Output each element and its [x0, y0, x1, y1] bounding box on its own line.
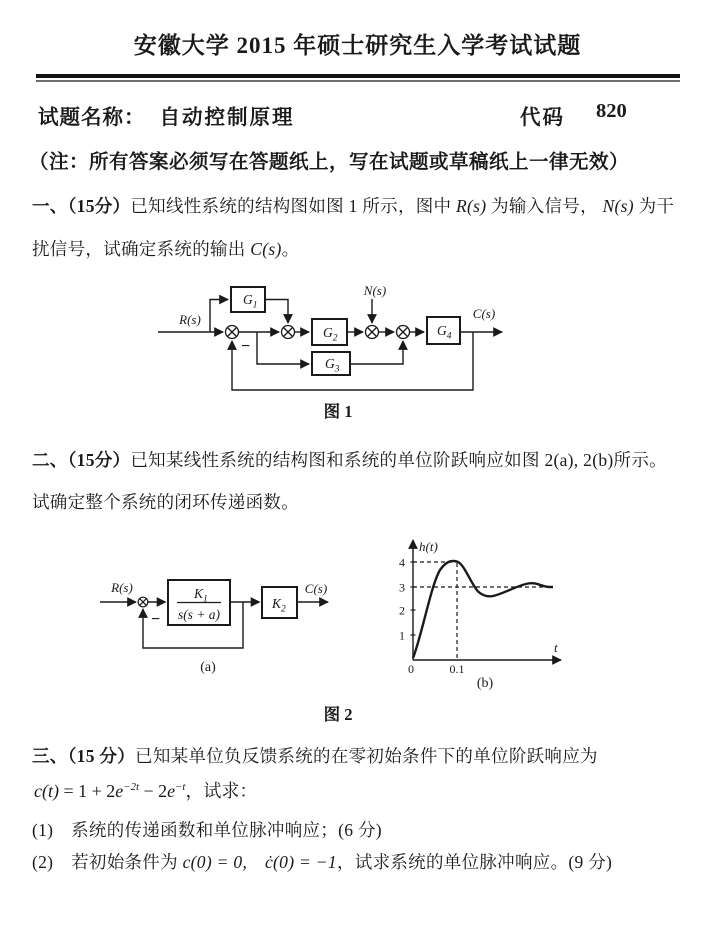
fig1-input-label: R(s) — [179, 312, 201, 327]
figure2a-block-diagram — [80, 530, 400, 690]
figure2b-caption: (b) — [476, 676, 494, 691]
question2-line1 — [32, 447, 692, 472]
fig2a-minus-sign: − — [151, 611, 161, 628]
text-segment: ċ(0) = −1 — [264, 852, 337, 872]
text-segment: (9 分) — [568, 852, 613, 872]
figure1-caption: 图 1 — [323, 402, 353, 421]
fig1-g1-output-line — [265, 300, 288, 324]
question3-item1 — [32, 817, 692, 842]
text-segment: 试确定整个系统的闭环传递函数。 — [32, 492, 299, 512]
fig1-summing-junction-2 — [282, 326, 295, 339]
fig1-block-g1-label: $G_1$ — [243, 292, 258, 311]
fig2a-input-label: R(s) — [111, 580, 133, 595]
text-segment: 三、（15 分） — [32, 746, 136, 766]
text-segment: (1) — [32, 820, 54, 840]
text-segment — [247, 852, 265, 872]
text-segment: N(s) — [602, 196, 634, 216]
fig1-branch-to-g1 — [210, 300, 228, 333]
question3-line1 — [32, 743, 692, 768]
text-segment: 已知某单位负反馈系统的在零初始条件下的单位阶跃响应为 — [135, 746, 598, 766]
page-title: 安徽大学 2015 年硕士研究生入学考试试题 — [133, 33, 582, 58]
text-segment: −2t — [123, 781, 139, 793]
fig1-summing-junction-3 — [366, 326, 379, 339]
figure1-block-diagram — [150, 272, 550, 407]
fig2b-ytick-1: 1 — [399, 628, 405, 643]
subject-row — [38, 100, 678, 130]
fig1-block-g2-label: $G_2$ — [323, 325, 338, 344]
fig2a-block1-numerator: $K_1$ — [194, 586, 208, 605]
fig1-block-g3-label: $G_3$ — [325, 356, 340, 375]
text-segment: c(0) = 0, — [182, 852, 248, 872]
text-segment: 一、（15分） — [32, 196, 131, 216]
text-segment: R(s) — [456, 196, 487, 216]
text-segment: e — [167, 781, 176, 801]
subject-label: 试题名称： — [38, 107, 146, 129]
question1-line1 — [32, 193, 692, 218]
text-segment: ，试求系统的单位脉冲响应。 — [336, 852, 569, 872]
fig1-summing-junction-4 — [397, 326, 410, 339]
text-segment: c(t) — [34, 781, 59, 801]
fig2b-y-axis-label: h(t) — [419, 539, 438, 554]
code-label: 代码 — [520, 107, 565, 129]
fig1-g3-output-line — [350, 341, 403, 364]
text-segment: 若初始条件为 — [53, 852, 183, 872]
question3-item2 — [32, 849, 692, 874]
question1-line2 — [32, 236, 692, 261]
note-line: （注：所有答案必须写在答题纸上，写在试题或草稿纸上一律无效） — [29, 152, 630, 173]
fig1-disturbance-label: N(s) — [363, 283, 387, 298]
text-segment: − 2 — [138, 781, 168, 801]
code-value: 820 — [596, 100, 627, 122]
fig2a-summing-junction — [138, 597, 148, 607]
fig1-minus-sign: − — [241, 338, 251, 355]
figure2-caption: 图 2 — [323, 705, 353, 724]
fig1-output-label: C(s) — [472, 306, 496, 321]
figure2b-step-response-plot — [390, 525, 590, 695]
text-segment: 所示。 — [613, 450, 667, 470]
subject-value: 自动控制原理 — [159, 107, 295, 129]
fig2a-block1-denominator: s(s + a) — [177, 607, 221, 622]
text-segment: (6 分) — [338, 820, 382, 840]
text-segment: = 1 + 2 — [58, 781, 116, 801]
fig2a-block2-label: $K_2$ — [272, 596, 286, 615]
text-segment: 二、（15分） — [32, 450, 131, 470]
text-segment: 已知某线性系统的结构图和系统的单位阶跃响应如图 — [130, 450, 545, 470]
fig1-block-g4-label: $G_4$ — [437, 323, 452, 342]
text-segment: 为干 — [633, 196, 675, 216]
text-segment: 系统的传递函数和单位脉冲响应； — [53, 820, 339, 840]
title-divider-rule — [36, 74, 680, 82]
text-segment: ，试求： — [185, 781, 258, 801]
fig2b-xtick-0p1: 0.1 — [449, 662, 465, 676]
fig1-summing-junction-1 — [226, 326, 239, 339]
figure2a-caption: (a) — [200, 660, 216, 675]
fig2b-origin-label: 0 — [408, 662, 414, 676]
fig2b-response-curve — [413, 561, 553, 658]
question2-line2 — [32, 489, 692, 514]
fig2a-output-label: C(s) — [304, 581, 328, 596]
text-segment: 2(a), 2(b) — [544, 450, 614, 470]
text-segment: −t — [175, 781, 186, 793]
text-segment: 为输入信号， — [486, 196, 603, 216]
text-segment: C(s) — [250, 239, 282, 259]
text-segment: e — [115, 781, 124, 801]
text-segment: 扰信号，试确定系统的输出 — [32, 239, 251, 259]
text-segment: (2) — [32, 852, 54, 872]
text-segment: 已知线性系统的结构图如图 1 所示，图中 — [130, 196, 457, 216]
fig2b-x-axis-label: t — [554, 640, 558, 655]
fig2b-ytick-2: 2 — [399, 603, 405, 618]
fig2b-ytick-3: 3 — [399, 580, 405, 595]
text-segment: 。 — [281, 239, 300, 259]
question3-formula — [34, 777, 257, 803]
fig2b-ytick-4: 4 — [399, 555, 405, 570]
